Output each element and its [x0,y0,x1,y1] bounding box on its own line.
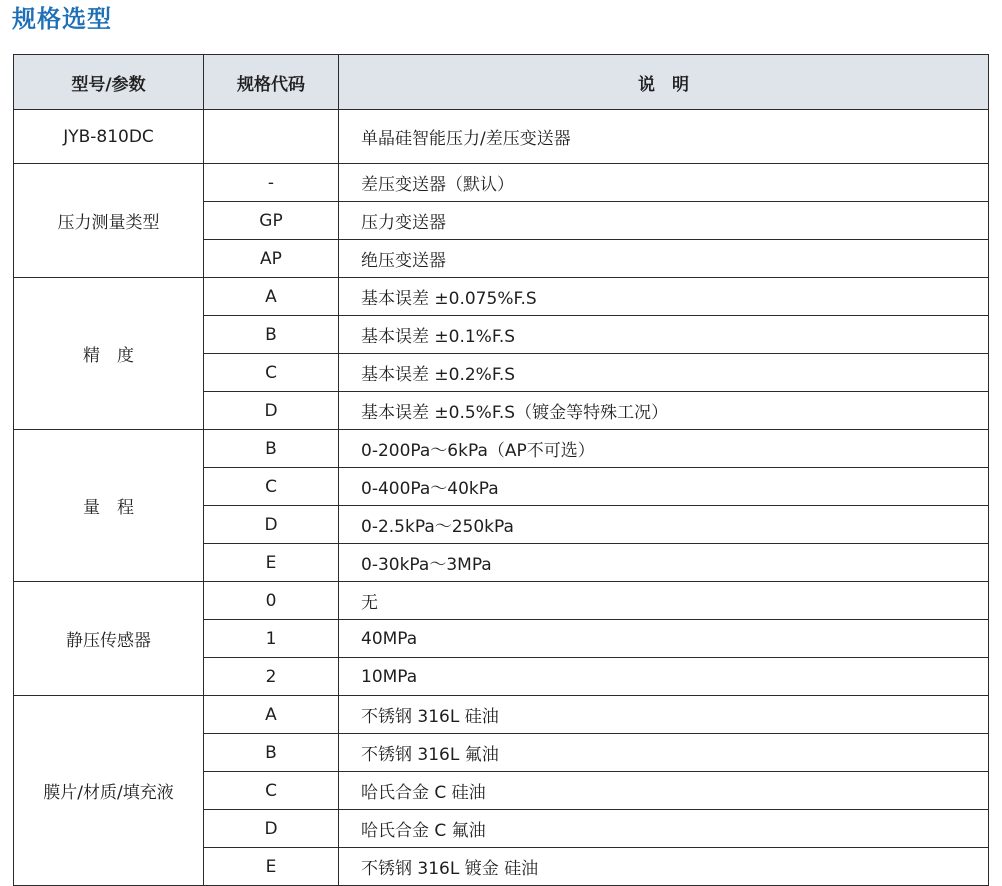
group-param: 压力测量类型 [14,164,204,278]
spec-code: E [204,544,339,582]
spec-code: D [204,810,339,848]
spec-description: 无 [339,582,989,620]
model-code [204,110,339,164]
spec-description: 不锈钢 316L 氟油 [339,734,989,772]
spec-description: 10MPa [339,658,989,696]
spec-code: A [204,696,339,734]
spec-description: 不锈钢 316L 镀金 硅油 [339,848,989,886]
spec-code: B [204,734,339,772]
spec-description: 基本误差 ±0.075%F.S [339,278,989,316]
spec-code: B [204,430,339,468]
spec-description: 0-400Pa～40kPa [339,468,989,506]
spec-code: A [204,278,339,316]
model-desc: 单晶硅智能压力/差压变送器 [339,110,989,164]
spec-code: C [204,354,339,392]
spec-code: D [204,392,339,430]
spec-description: 40MPa [339,620,989,658]
spec-code: GP [204,202,339,240]
spec-code: - [204,164,339,202]
spec-code: C [204,468,339,506]
spec-code: D [204,506,339,544]
header-desc: 说 明 [339,55,989,110]
header-code: 规格代码 [204,55,339,110]
table-row [14,164,989,202]
model-param: JYB-810DC [14,110,204,164]
table-row-model [14,110,989,164]
spec-description: 哈氏合金 C 硅油 [339,772,989,810]
table-row [14,582,989,620]
spec-code: 1 [204,620,339,658]
spec-selection-table [13,54,989,886]
spec-description: 差压变送器（默认） [339,164,989,202]
header-param: 型号/参数 [14,55,204,110]
spec-code: C [204,772,339,810]
table-header-row [14,55,989,110]
spec-code: E [204,848,339,886]
spec-description: 哈氏合金 C 氟油 [339,810,989,848]
spec-description: 压力变送器 [339,202,989,240]
spec-description: 0-200Pa～6kPa（AP不可选） [339,430,989,468]
spec-code: 0 [204,582,339,620]
page-title: 规格选型 [12,5,112,33]
table-row [14,696,989,734]
spec-description: 绝压变送器 [339,240,989,278]
spec-description: 0-2.5kPa～250kPa [339,506,989,544]
spec-code: AP [204,240,339,278]
group-param: 膜片/材质/填充液 [14,696,204,886]
spec-code: 2 [204,658,339,696]
spec-description: 基本误差 ±0.5%F.S（镀金等特殊工况） [339,392,989,430]
table-row [14,278,989,316]
spec-description: 基本误差 ±0.2%F.S [339,354,989,392]
spec-code: B [204,316,339,354]
table-row [14,430,989,468]
group-param: 静压传感器 [14,582,204,696]
group-param: 精 度 [14,278,204,430]
spec-description: 0-30kPa～3MPa [339,544,989,582]
spec-description: 不锈钢 316L 硅油 [339,696,989,734]
spec-description: 基本误差 ±0.1%F.S [339,316,989,354]
group-param: 量 程 [14,430,204,582]
